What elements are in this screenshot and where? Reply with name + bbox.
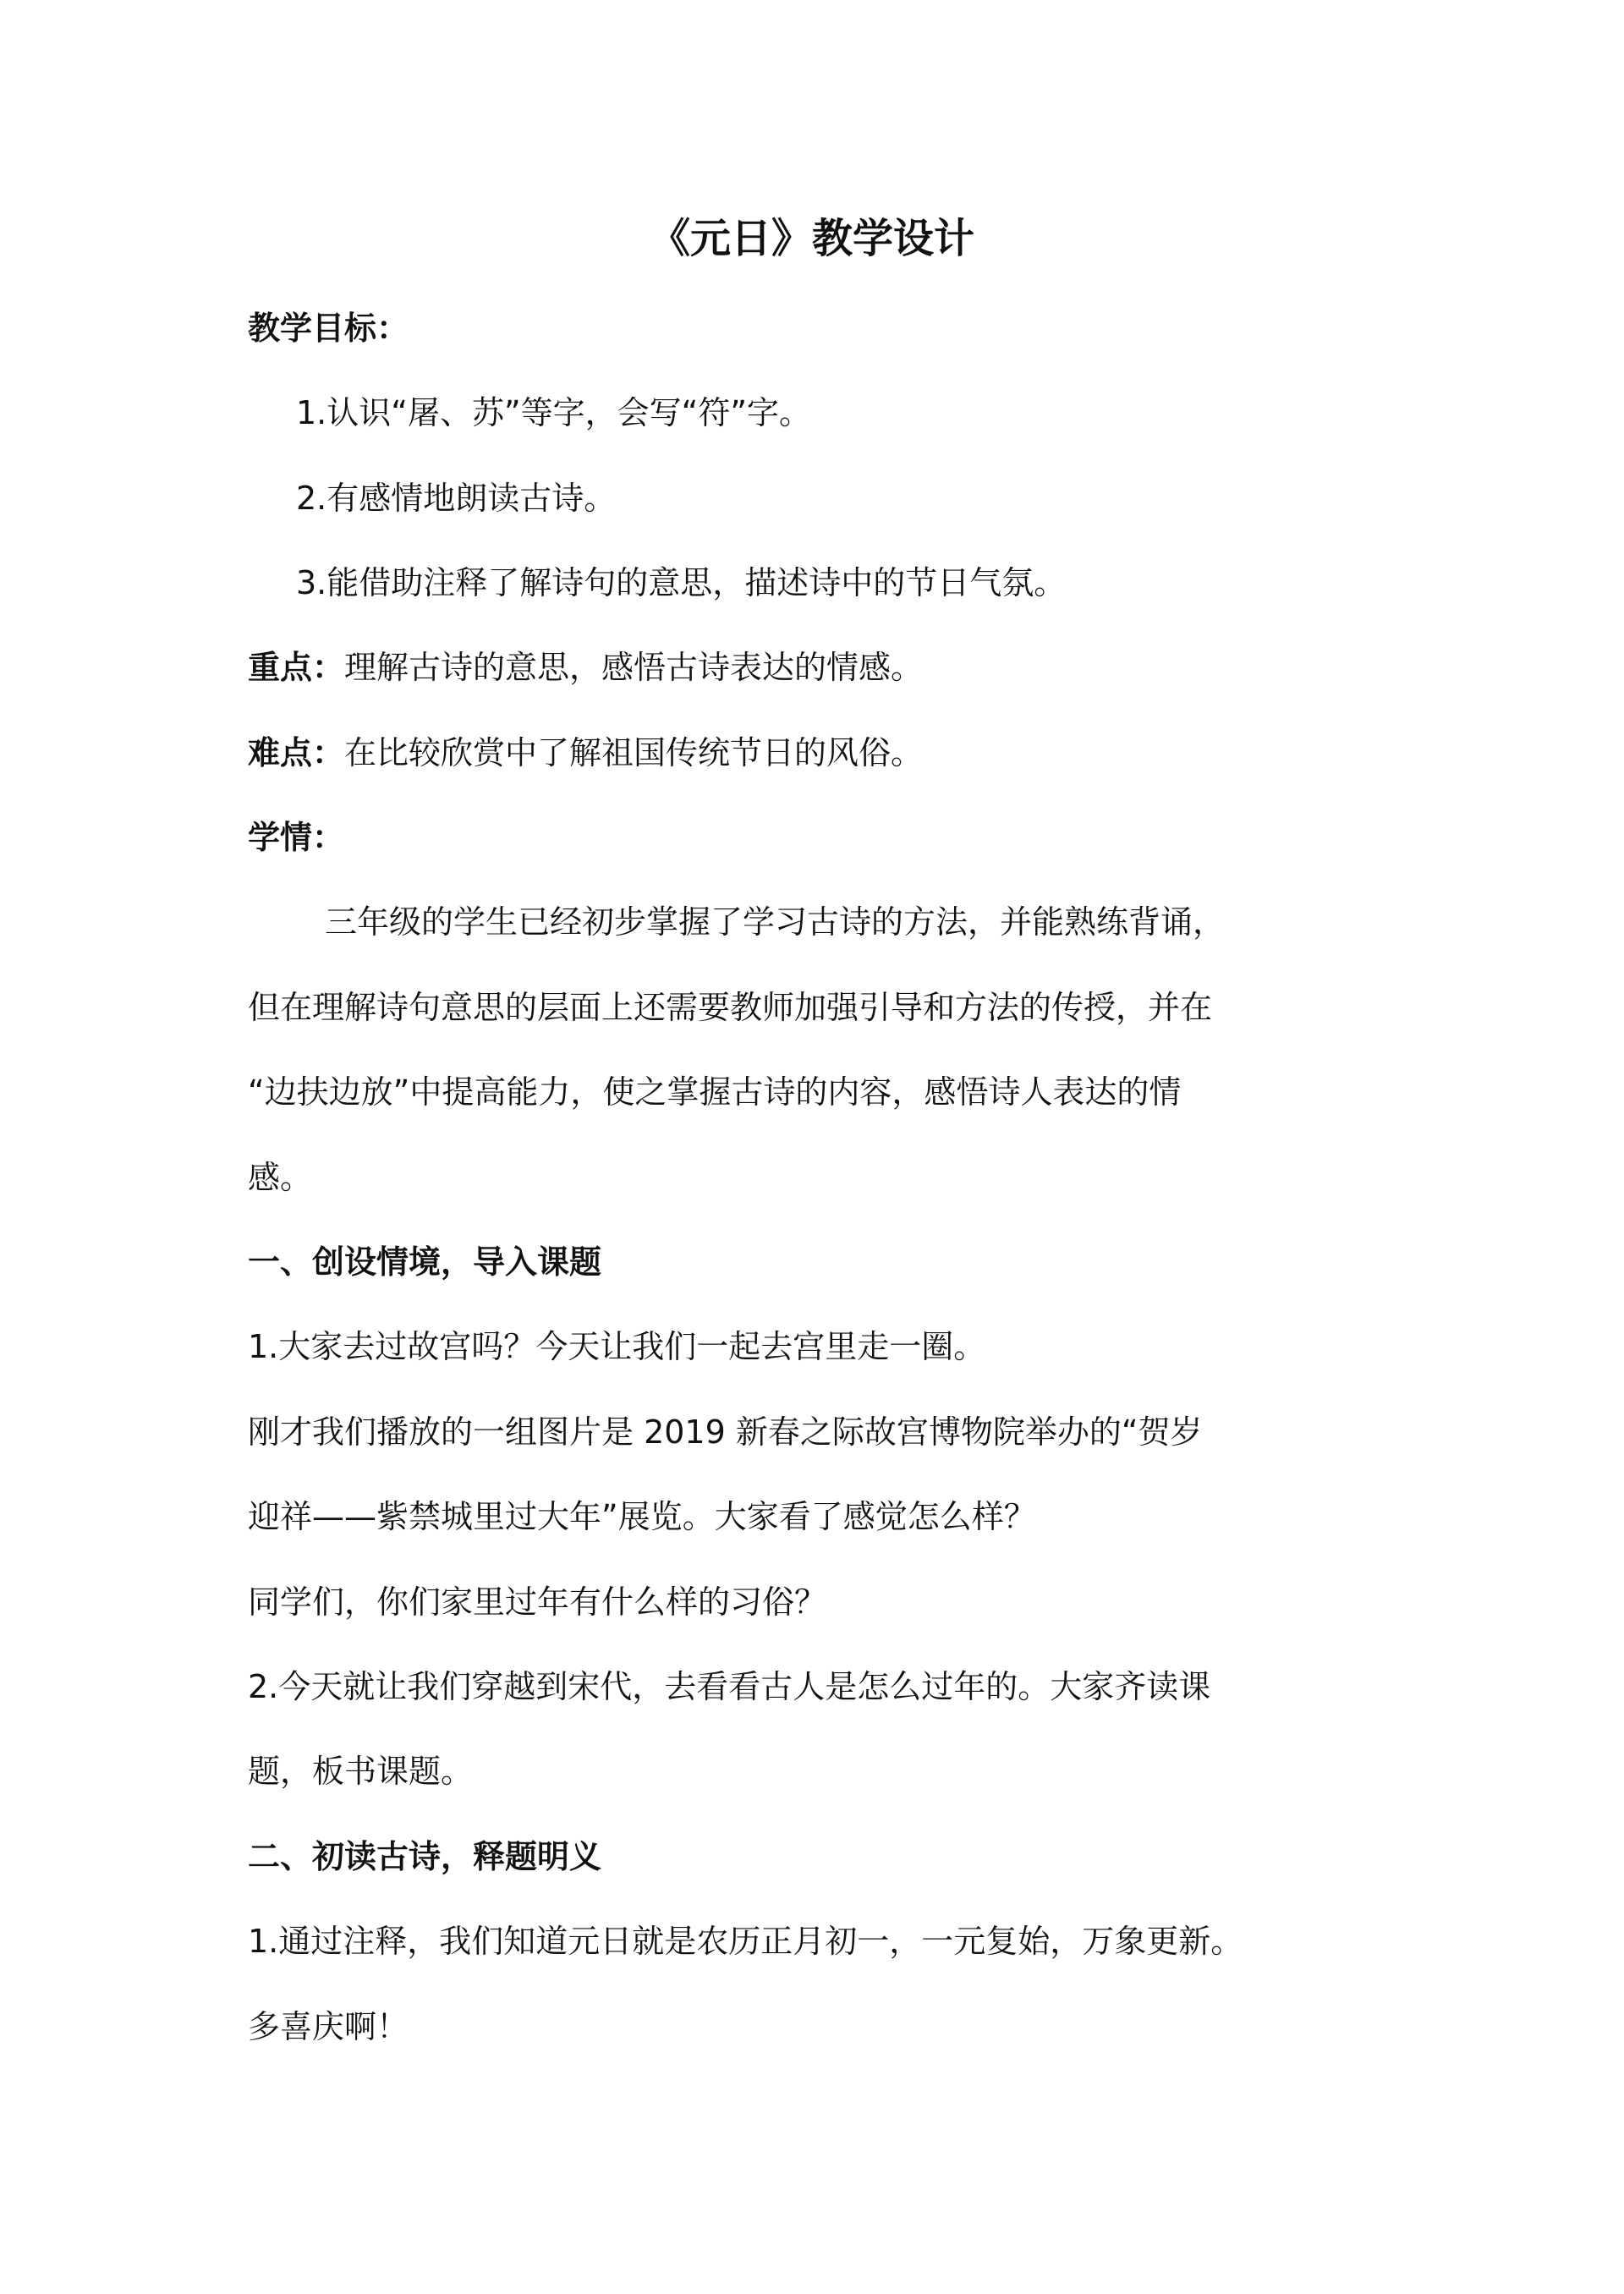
document-title: 《元日》教学设计 — [649, 215, 974, 262]
situation-paragraph-line: 但在理解诗句意思的层面上还需要教师加强引导和方法的传授，并在 — [248, 989, 1213, 1026]
key-point-label: 重点： — [248, 649, 345, 686]
objective-item: 1.认识“屠、苏”等字，会写“符”字。 — [296, 394, 812, 431]
difficulty-text: 在比较欣赏中了解祖国传统节日的风俗。 — [344, 734, 924, 771]
section1-heading: 一、创设情境，导入课题 — [248, 1243, 602, 1281]
situation-paragraph-line: “边扶边放”中提高能力，使之掌握古诗的内容，感悟诗人表达的情 — [248, 1073, 1182, 1111]
situation-heading: 学情： — [248, 819, 345, 856]
difficulty-label: 难点： — [248, 734, 345, 771]
section2-line: 1.通过注释，我们知道元日就是农历正月初一，一元复始，万象更新。 — [248, 1923, 1243, 1960]
section1-line: 1.大家去过故宫吗？今天让我们一起去宫里走一圈。 — [248, 1328, 986, 1365]
objectives-heading: 教学目标： — [248, 310, 409, 347]
difficulty-line — [248, 731, 1398, 775]
situation-paragraph-line: 三年级的学生已经初步掌握了学习古诗的方法，并能熟练背诵， — [325, 903, 1226, 941]
situation-paragraph-line: 感。 — [248, 1159, 313, 1196]
objective-item: 3.能借助注释了解诗句的意思，描述诗中的节日气氛。 — [296, 564, 1067, 601]
objective-item: 2.有感情地朗读古诗。 — [296, 480, 617, 517]
section1-line: 同学们，你们家里过年有什么样的习俗？ — [248, 1583, 827, 1621]
section1-line: 题，板书课题。 — [248, 1753, 474, 1790]
section2-heading: 二、初读古诗，释题明义 — [248, 1838, 602, 1875]
section2-line: 多喜庆啊！ — [248, 2008, 409, 2045]
section1-line: 迎祥——紫禁城里过大年”展览。大家看了感觉怎么样？ — [248, 1498, 1036, 1535]
section1-line: 2.今天就让我们穿越到宋代，去看看古人是怎么过年的。大家齐读课 — [248, 1668, 1211, 1705]
section1-line: 刚才我们播放的一组图片是 2019 新春之际故宫博物院举办的“贺岁 — [248, 1413, 1203, 1451]
key-point-line — [248, 645, 1398, 689]
key-point-text: 理解古诗的意思，感悟古诗表达的情感。 — [344, 649, 924, 686]
